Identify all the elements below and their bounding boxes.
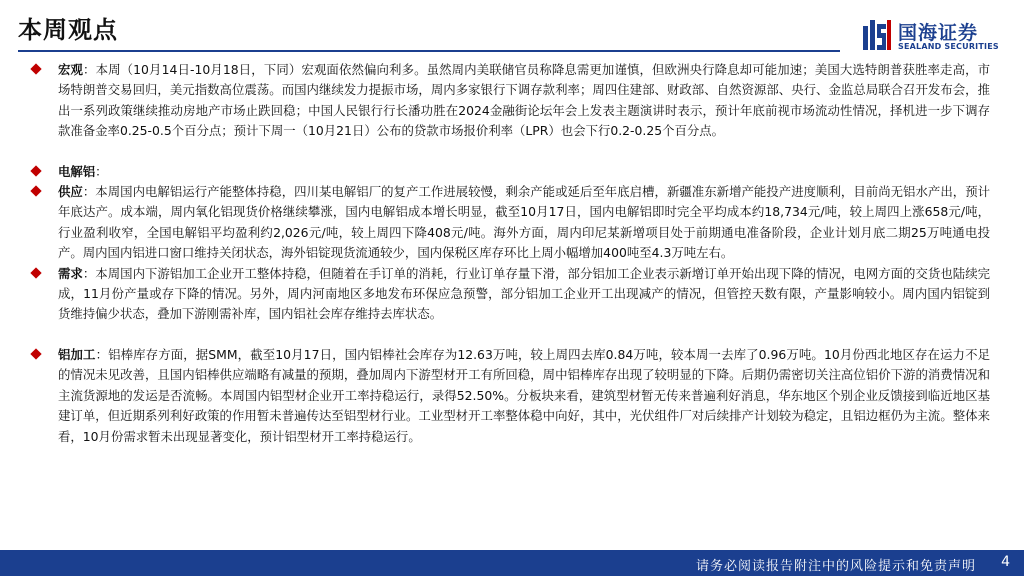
footer-bar xyxy=(0,550,1024,576)
label-separator: ： xyxy=(82,265,96,281)
label-separator: ： xyxy=(82,184,96,200)
label-separator: ： xyxy=(95,346,109,362)
paragraph-aluminum-heading xyxy=(30,162,990,182)
content-body xyxy=(30,60,990,447)
diamond-bullet-icon xyxy=(30,267,41,278)
page-title: 本周观点 xyxy=(18,16,118,44)
label-separator: ： xyxy=(95,163,108,179)
logo-name-en: SEALAND SECURITIES xyxy=(898,42,999,51)
paragraph-text: 本周（10月14日-10月18日，下同）宏观面依然偏向利多。虽然周内美联储官员称降息需更加谨慎，但欧洲央行降息却可能加速；美国大选特朗普获胜率走高，市场特朗普交易回归，美元指数高位震荡。而国内继续发力提振市场，周内多家银行下调存款利率；周四住建部、财政部、自然资源部、央行、金监总局联合召开发布会，推出一系列政策继续推动房地产市场止跌回稳；中国人民银行行长潘功胜在2024金融街论坛年会上发表主题演讲时表示，预计年底前视市场流动性情况，择机进一步下调存款准备金率0.25-0.5个百分点；预计下周一（10月21日）公布的贷款市场报价利率（LPR）也会下行0.2-0.25个百分点。 xyxy=(58,62,990,139)
diamond-bullet-icon xyxy=(30,63,41,74)
paragraph-text: 铝棒库存方面，据SMM，截至10月17日，国内铝棒社会库存为12.63万吨，较上周四去库0.84万吨，较本周一去库了0.96万吨。10月份西北地区存在运力不足的情况未见改善，且国内铝棒供应端略有减量的预期，叠加周内下游型材开工有所回稳，周中铝棒库存出现了较明显的下降。后期仍需密切关注高位铝价下游的消费情况和主流货源地的发运是否流畅。本周国内铝型材企业开工率持稳运行，录得52.50%。分板块来看，建筑型材暂无传来普遍利好消息，华东地区个别企业反馈接到临近地区基建订单，但近期系列利好政策的作用暂未普遍传达至铝型材行业。工业型材开工率整体稳中向好，其中，光伏组件厂对后续排产计划较为稳定，且铝边框仍为主流。整体来看，10月份需求暂未出现显著变化，预计铝型材开工率持稳运行。 xyxy=(58,346,991,444)
paragraph-label: 供应 xyxy=(58,184,83,200)
footer-disclaimer: 请务必阅读报告附注中的风险提示和免责声明 xyxy=(695,559,976,574)
paragraph-supply xyxy=(30,182,990,264)
label-separator: ： xyxy=(83,62,96,77)
logo-name-cn: 国海证券 xyxy=(898,22,979,44)
paragraph-text: 本周国内电解铝运行产能整体持稳，四川某电解铝厂的复产工作进展较慢，剩余产能或延后至年底启槽，新疆准东新增产能投产进度顺利，目前尚无铝水产出，预计年底达产。成本端，周内氧化铝现货价格继续攀涨，国内电解铝成本增长明显，截至10月17日，国内电解铝即时完全平均成本约18,734元/吨，较上周四上涨658元/吨，行业盈利收窄，全国电解铝平均盈利约2,026元/吨，较上周四下降408元/吨。海外方面，周内印尼某新增项目处于前期通电准备阶段，企业计划月底二期25万吨通电投产。周内国内铝进口窗口维持关闭状态，海外铝锭现货流通较少，国内保税区库存环比上周小幅增加400吨至4.3万吨左右。 xyxy=(58,184,991,261)
paragraph-label: 电解铝 xyxy=(58,163,96,179)
diamond-bullet-icon xyxy=(30,165,41,176)
paragraph-label: 铝加工 xyxy=(58,346,96,362)
spacer xyxy=(30,142,990,162)
paragraph-label: 需求 xyxy=(58,265,83,281)
company-logo xyxy=(862,16,1012,58)
diamond-bullet-icon xyxy=(30,185,41,196)
paragraph-processing xyxy=(30,345,990,447)
paragraph-label: 宏观 xyxy=(58,62,84,77)
spacer xyxy=(30,325,990,345)
paragraph-text: 本周国内下游铝加工企业开工整体持稳，但随着在手订单的消耗，行业订单存量下滑，部分铝加工企业表示新增订单开始出现下降的情况，电网方面的交货也陆续完成，11月份产量或存下降的情况。另外，周内河南地区多地发布环保应急预警，部分铝加工企业开工出现减产的情况，但管控天数有限，产量影响较小。周内国内铝锭到货维持偏少状态，叠加下游刚需补库，国内铝社会库存维持去库状态。 xyxy=(58,265,991,322)
diamond-bullet-icon xyxy=(30,348,41,359)
page-number: 4 xyxy=(1001,554,1010,570)
title-divider xyxy=(18,50,840,52)
paragraph-macro xyxy=(30,60,990,142)
paragraph-demand xyxy=(30,264,990,325)
sealand-logo-icon xyxy=(862,18,892,52)
